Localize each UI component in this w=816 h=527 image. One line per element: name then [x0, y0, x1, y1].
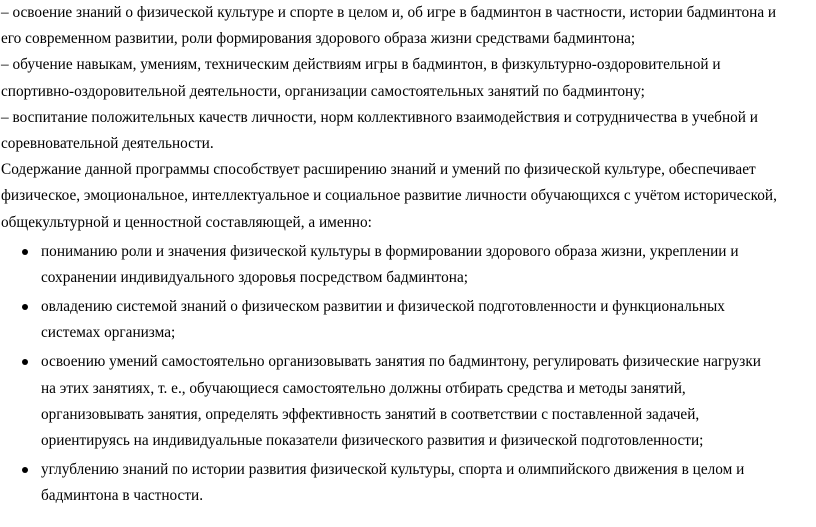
bullet-dot-icon — [22, 359, 28, 365]
list-item — [1, 457, 812, 509]
list-item — [1, 239, 812, 291]
dash-item-knowledge — [1, 0, 812, 52]
text-line: пониманию роли и значения физической культуры в формировании здорового образа жизни, укреплении и — [41, 242, 739, 260]
text-line: организовывать занятия, определять эффективность занятий в соответствии с поставленной задачей, — [41, 405, 700, 423]
bullet-list — [1, 239, 812, 510]
text-line: сохранении индивидуального здоровья посредством бадминтона; — [41, 268, 469, 286]
dash-item-skills — [1, 52, 812, 104]
text-line: физическое, эмоциональное, интеллектуальное и социальное развитие личности обучающихся с учётом исторической, — [1, 187, 777, 205]
text-line: системах организма; — [41, 324, 176, 342]
text-line: соревновательной деятельности. — [1, 134, 214, 152]
text-line: спортивно-оздоровительной деятельности, организации самостоятельных занятий по бадминтону; — [1, 82, 645, 100]
bullet-dot-icon — [22, 249, 28, 255]
text-line: общекультурной и ценностной составляющей, а именно: — [1, 213, 372, 231]
text-line: бадминтона в частности. — [41, 487, 204, 505]
text-line: – обучение навыкам, умениям, техническим действиям игры в бадминтон, в физкультурно-оздоровительной и — [1, 56, 721, 74]
text-line: овладению системой знаний о физическом развитии и физической подготовленности и функциональных — [41, 298, 725, 316]
text-line: Содержание данной программы способствует расширению знаний и умений по физической культуре, обеспечивает — [1, 161, 756, 179]
bullet-dot-icon — [22, 467, 28, 473]
text-line: углублению знаний по истории развития физической культуры, спорта и олимпийского движения в целом и — [41, 461, 745, 479]
text-line: – освоение знаний о физической культуре и спорте в целом и, об игре в бадминтон в частности, истории бадминтона и — [1, 4, 777, 21]
text-line: ориентируясь на индивидуальные показатели физического развития и физической подготовленности; — [41, 432, 704, 449]
list-item — [1, 349, 812, 454]
intro-paragraph — [1, 157, 812, 236]
text-line: – воспитание положительных качеств личности, норм коллективного взаимодействия и сотрудничества в учебной и — [1, 108, 758, 126]
bullet-dot-icon — [22, 304, 28, 310]
list-item — [1, 294, 812, 346]
text-line: освоению умений самостоятельно организовывать занятия по бадминтону, регулировать физические нагрузки — [41, 353, 761, 371]
dash-item-upbringing — [1, 105, 812, 157]
text-line: на этих занятиях, т. е., обучающиеся самостоятельно должны отбирать средства и методы занятий, — [41, 379, 686, 397]
text-line: его современном развитии, роли формирования здорового образа жизни средствами бадминтона; — [1, 30, 636, 48]
